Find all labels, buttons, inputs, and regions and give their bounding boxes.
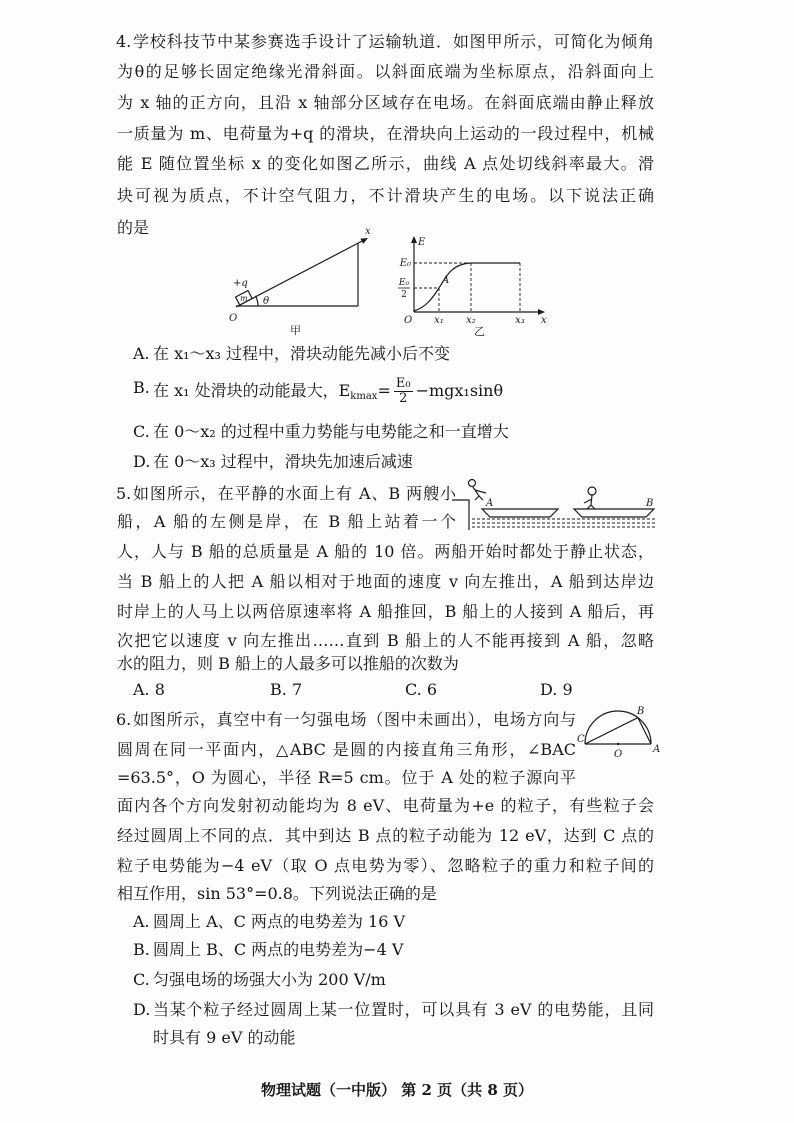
- q4-option-b-equals: =: [377, 381, 391, 400]
- side-ba: [638, 718, 651, 744]
- q5-line-3: 人，人与 B 船的总质量是 A 船的 10 倍。两船开始时都处于静止状态，: [117, 542, 654, 561]
- q5-option-c-text: 6: [426, 680, 438, 699]
- origin-label: O: [229, 313, 238, 324]
- q6-line-7: 相互作用，sin 53°=0.8。下列说法正确的是: [117, 884, 437, 903]
- q4-line-2: 为θ的足够长固定绝缘光滑斜面。以斜面底端为坐标原点，沿斜面向上: [117, 62, 654, 81]
- q4-line-6: 块可视为质点，不计空气阻力，不计滑块产生的电场。以下说法正确: [117, 186, 654, 205]
- q6-option-b-label: B.: [133, 940, 150, 959]
- q6-option-c-label: C.: [133, 970, 150, 989]
- angle-arc: [256, 296, 259, 306]
- side-cb: [585, 718, 638, 744]
- mass-label: m: [240, 294, 248, 303]
- q4-line-3: 为 x 轴的正方向，且沿 x 轴部分区域存在电场。在斜面底端由静止释放: [117, 93, 654, 112]
- fraction-denominator: 2: [399, 391, 408, 406]
- q6-option-a-label: A.: [133, 912, 150, 931]
- q6-option-d-text-continued: 时具有 9 eV 的动能: [153, 1028, 296, 1047]
- boat-a-label: A: [486, 498, 494, 509]
- q4-option-b-fraction: [394, 377, 413, 406]
- q4-number: 4.: [116, 32, 132, 51]
- e-axis-label: E: [418, 237, 426, 248]
- q6-option-a-text: 圆周上 A、C 两点的电势差为 16 V: [153, 912, 406, 931]
- point-a-label: A: [442, 275, 450, 286]
- q6-line-2: 圆周在同一平面内，△ABC 是圆的内接直角三角形，∠BAC: [117, 740, 576, 759]
- q6-line-1: 如图所示，真空中有一匀强电场（图中未画出），电场方向与: [133, 710, 576, 729]
- q5-option-d-text: 9: [562, 680, 573, 699]
- q6-figure-circle: [575, 706, 665, 772]
- e-axis-arrowhead: [411, 236, 417, 243]
- q6-option-d-label: D.: [133, 1000, 151, 1019]
- q4-option-b-post: −mgx₁sinθ: [415, 381, 504, 400]
- point-b-label: B: [637, 706, 645, 717]
- q5-number: 5.: [116, 484, 132, 503]
- q6-option-c-text: 匀强电场的场强大小为 200 V/m: [153, 970, 386, 989]
- q5-line-1: 如图所示，在平静的水面上有 A、B 两艘小: [133, 484, 456, 503]
- q4-option-a-label: A.: [133, 344, 150, 363]
- q4-figure-jia: [222, 226, 378, 340]
- boat-person-head: [588, 487, 596, 495]
- boat-b: [574, 509, 654, 517]
- q4-option-a-text: 在 x₁～x₃ 过程中，滑块动能先减小后不变: [153, 344, 451, 363]
- q5-line-7: 水的阻力，则 B 船上的人最多可以推船的次数为: [117, 654, 459, 673]
- q5-line-2: 船，A 船的左侧是岸，在 B 船上站着一个: [117, 512, 456, 531]
- point-a-label: A: [653, 744, 661, 755]
- charge-label: +q: [233, 278, 248, 289]
- q4-option-b-subscript: kmax: [350, 391, 378, 402]
- point-c-label: C: [577, 734, 585, 745]
- q5-figure-boats: [452, 474, 660, 540]
- q4-option-b-label: B.: [133, 378, 150, 397]
- boat-a: [482, 509, 558, 517]
- q6-line-5: 经过圆周上不同的点．其中到达 B 点的粒子动能为 12 eV，达到 C 点的: [117, 826, 654, 845]
- q5-option-d: [540, 679, 573, 701]
- q6-number: 6.: [116, 710, 132, 729]
- q6-line-6: 粒子电势能为−4 eV（取 O 点电势为零）、忽略粒子的重力和粒子间的: [117, 856, 654, 875]
- energy-curve: [414, 263, 520, 311]
- point-o-label: O: [614, 749, 623, 760]
- q5-option-b-label: B.: [270, 680, 287, 699]
- q4-line-5: 能 E 随位置坐标 x 的变化如图乙所示，曲线 A 点处切线斜率最大。滑: [117, 154, 654, 173]
- q4-option-c-text: 在 0～x₂ 的过程中重力势能与电势能之和一直增大: [153, 422, 509, 441]
- half-level-numerator: E₀: [398, 278, 410, 288]
- q4-line-1: 学校科技节中某参赛选手设计了运输轨道．如图甲所示，可简化为倾角: [133, 32, 654, 51]
- figure-caption-jia: 甲: [290, 324, 301, 337]
- q4-option-d-label: D.: [133, 452, 151, 471]
- x1-tick-label: x₁: [434, 315, 444, 326]
- q5-option-c-label: C.: [405, 680, 422, 699]
- x2-tick-label: x₂: [466, 315, 476, 326]
- x3-tick-label: x₃: [515, 315, 525, 326]
- q4-option-b-text: [153, 376, 504, 406]
- origin-label: O: [404, 315, 413, 326]
- shore: [452, 500, 469, 530]
- q5-option-b-text: 7: [291, 680, 303, 699]
- angle-label: θ: [263, 296, 270, 307]
- q6-line-3: =63.5°，O 为圆心，半径 R=5 cm。位于 A 处的粒子源向平: [117, 768, 576, 787]
- q6-line-4: 面内各个方向发射初动能均为 8 eV、电荷量为+e 的粒子，有些粒子会: [117, 796, 654, 815]
- q6-option-d-text: 当某个粒子经过圆周上某一位置时，可以具有 3 eV 的电势能，且同: [153, 1000, 654, 1019]
- q5-line-5: 时岸上的人马上以两倍原速率将 A 船推回，B 船上的人接到 A 船后，再: [117, 602, 654, 621]
- q4-option-d-text: 在 0～x₃ 过程中，滑块先加速后减速: [153, 452, 413, 471]
- q4-figure-yi: [388, 228, 550, 340]
- q4-line-7: 的是: [117, 218, 150, 237]
- q5-option-a-text: 8: [154, 680, 165, 699]
- page-footer: 物理试题（一中版） 第 2 页（共 8 页）: [261, 1081, 533, 1099]
- x-axis-label: x: [365, 226, 371, 237]
- x-axis-label: x: [541, 315, 547, 326]
- half-level-denominator: 2: [401, 290, 407, 300]
- q5-option-a: [133, 679, 165, 701]
- q4-option-c-label: C.: [133, 422, 150, 441]
- e0-level-label: E₀: [399, 258, 411, 269]
- center-point: [617, 743, 619, 745]
- shore-person-head: [469, 480, 476, 487]
- q6-option-b-text: 圆周上 B、C 两点的电势差为−4 V: [153, 940, 404, 959]
- boat-person-body: [584, 495, 595, 509]
- q5-option-a-label: A.: [133, 680, 150, 699]
- fraction-numerator: E₀: [395, 376, 411, 391]
- q4-line-4: 一质量为 m、电荷量为+q 的滑块，在滑块向上运动的一段过程中，机械: [117, 124, 654, 143]
- q5-line-4: 当 B 船上的人把 A 船以相对于地面的速度 v 向左推出，A 船到达岸边: [117, 572, 654, 591]
- figure-caption-yi: 乙: [474, 325, 485, 338]
- q5-option-b: [270, 679, 302, 701]
- q5-option-c: [405, 679, 437, 701]
- q5-option-d-label: D.: [540, 680, 558, 699]
- shore-person-body: [473, 487, 486, 500]
- q4-option-b-pre: 在 x₁ 处滑块的动能最大，E: [153, 381, 351, 400]
- q5-line-6: 次把它以速度 v 向左推出……直到 B 船上的人不能再接到 A 船，忽略: [117, 631, 654, 650]
- boat-b-label: B: [646, 498, 654, 509]
